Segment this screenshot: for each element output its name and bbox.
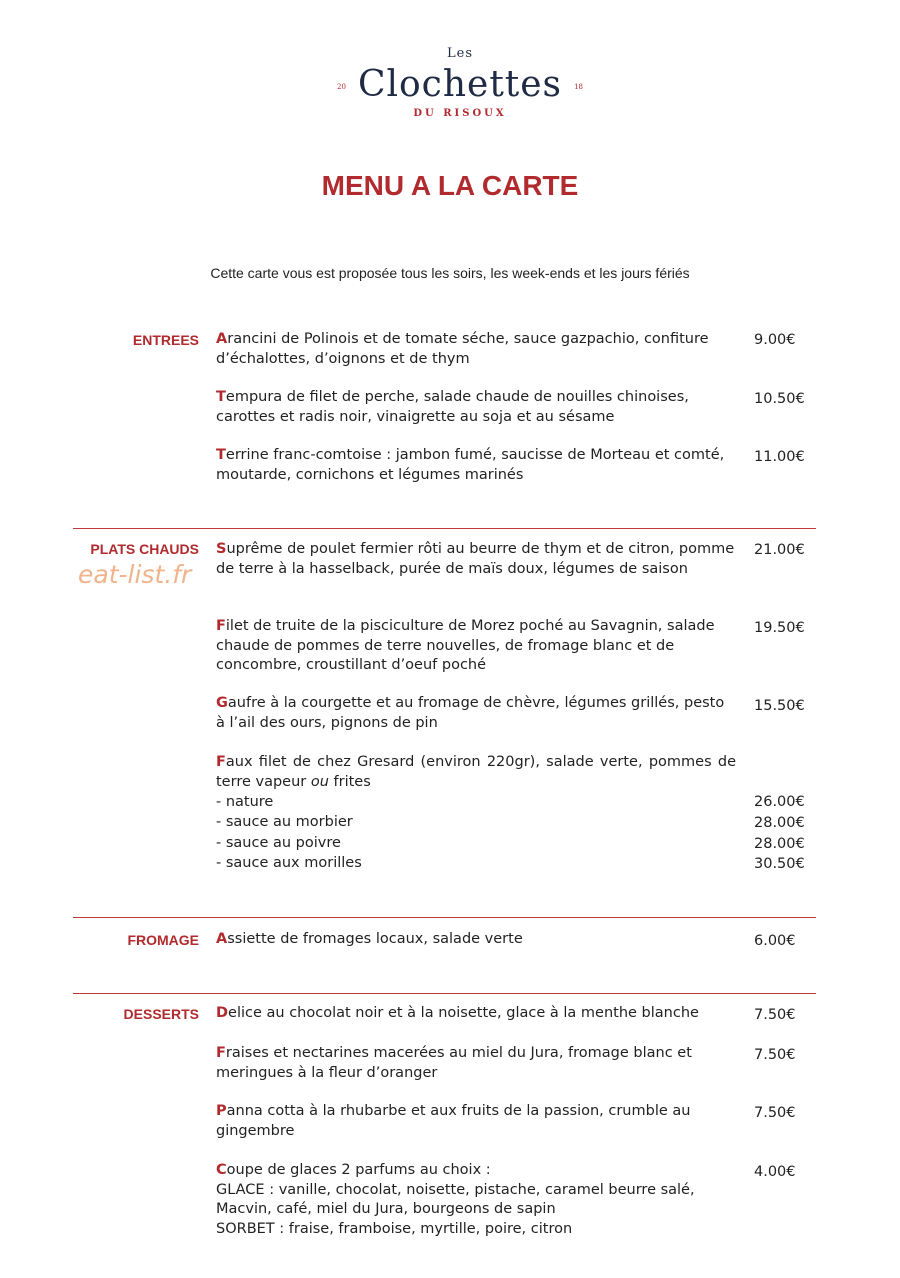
menu-item: Suprême de poulet fermier rôti au beurre de thym et de citron, pomme de terre à la hasselback, purée de maïs doux, légumes de saison — [216, 541, 735, 577]
section-label-entrees: ENTREES — [132, 332, 199, 348]
logo-les: Les — [447, 46, 473, 61]
glace-list: GLACE : vanille, chocolat, noisette, pistache, caramel beurre salé, Macvin, café, miel du Jura, bourgeons de sapin — [216, 1181, 695, 1217]
menu-item: Gaufre à la courgette et au fromage de chèvre, légumes grillés, pesto à l’ail des ours, pignons de pin — [216, 695, 725, 731]
section-label-fromage: FROMAGE — [127, 932, 199, 948]
option-price: 28.00€ — [754, 836, 805, 852]
intro-text: Cette carte vous est proposée tous les soirs, les week-ends et les jours fériés — [210, 265, 690, 281]
item-price: 9.00€ — [754, 332, 796, 348]
menu-item: Filet de truite de la pisciculture de Morez poché au Savagnin, salade chaude de pommes de terre nouvelles, de fromage blanc et de concombre, croustillant d’oeuf poché — [216, 618, 715, 673]
item-price: 7.50€ — [754, 1105, 796, 1121]
menu-item: Coupe de glaces 2 parfums au choix : GLACE : vanille, chocolat, noisette, pistache, caramel beurre salé, Macvin, café, miel du Jura, bourgeons de sapin SORBET : fraise, framboise, myrtille, poire, citron — [216, 1161, 736, 1239]
page-title: MENU A LA CARTE — [321, 170, 579, 201]
item-price: 4.00€ — [754, 1164, 796, 1180]
section-label-plats-chauds: PLATS CHAUDS — [90, 541, 199, 557]
sorbet-list: SORBET : fraise, framboise, myrtille, poire, citron — [216, 1220, 573, 1237]
menu-item: Faux filet de chez Gresard (environ 220gr), salade verte, pommes de terre vapeur ou frites — [216, 754, 736, 790]
menu-item: Terrine franc-comtoise : jambon fumé, saucisse de Morteau et comté, moutarde, cornichons et légumes marinés — [216, 447, 725, 483]
option-label: - nature — [216, 794, 274, 810]
menu-item: Panna cotta à la rhubarbe et aux fruits de la passion, crumble au gingembre — [216, 1103, 691, 1139]
section-label-desserts: DESSERTS — [123, 1006, 199, 1022]
section-divider — [73, 917, 816, 918]
item-price: 10.50€ — [754, 391, 805, 407]
item-price: 21.00€ — [754, 542, 805, 558]
item-price: 15.50€ — [754, 698, 805, 714]
section-divider — [73, 993, 816, 994]
section-divider — [73, 528, 816, 529]
logo-name: Clochettes — [357, 64, 563, 105]
menu-item: Assiette de fromages locaux, salade verte — [216, 931, 523, 947]
option-label: - sauce au morbier — [216, 814, 353, 830]
option-price: 26.00€ — [754, 794, 805, 810]
menu-item: Delice au chocolat noir et à la noisette, glace à la menthe blanche — [216, 1005, 699, 1021]
menu-item: Fraises et nectarines macerées au miel du Jura, fromage blanc et meringues à la fleur d’oranger — [216, 1045, 692, 1081]
logo-du-risoux: DU RISOUX — [413, 108, 507, 119]
watermark: eat-list.fr — [78, 560, 192, 589]
menu-item: Tempura de filet de perche, salade chaude de nouilles chinoises, carottes et radis noir, vinaigrette au soja et au sésame — [216, 389, 689, 425]
item-price: 19.50€ — [754, 620, 805, 636]
option-price: 28.00€ — [754, 815, 805, 831]
option-price: 30.50€ — [754, 856, 805, 872]
restaurant-logo — [337, 40, 583, 145]
item-price: 6.00€ — [754, 933, 796, 949]
item-price: 7.50€ — [754, 1007, 796, 1023]
option-label: - sauce aux morilles — [216, 855, 362, 871]
item-price: 11.00€ — [754, 449, 805, 465]
item-price: 7.50€ — [754, 1047, 796, 1063]
menu-item: Arancini de Polinois et de tomate séche, sauce gazpachio, confiture d’échalottes, d’oignons et de thym — [216, 331, 709, 367]
option-label: - sauce au poivre — [216, 835, 341, 851]
logo-year-right: 18 — [574, 83, 583, 91]
logo-year-left: 20 — [337, 83, 346, 91]
